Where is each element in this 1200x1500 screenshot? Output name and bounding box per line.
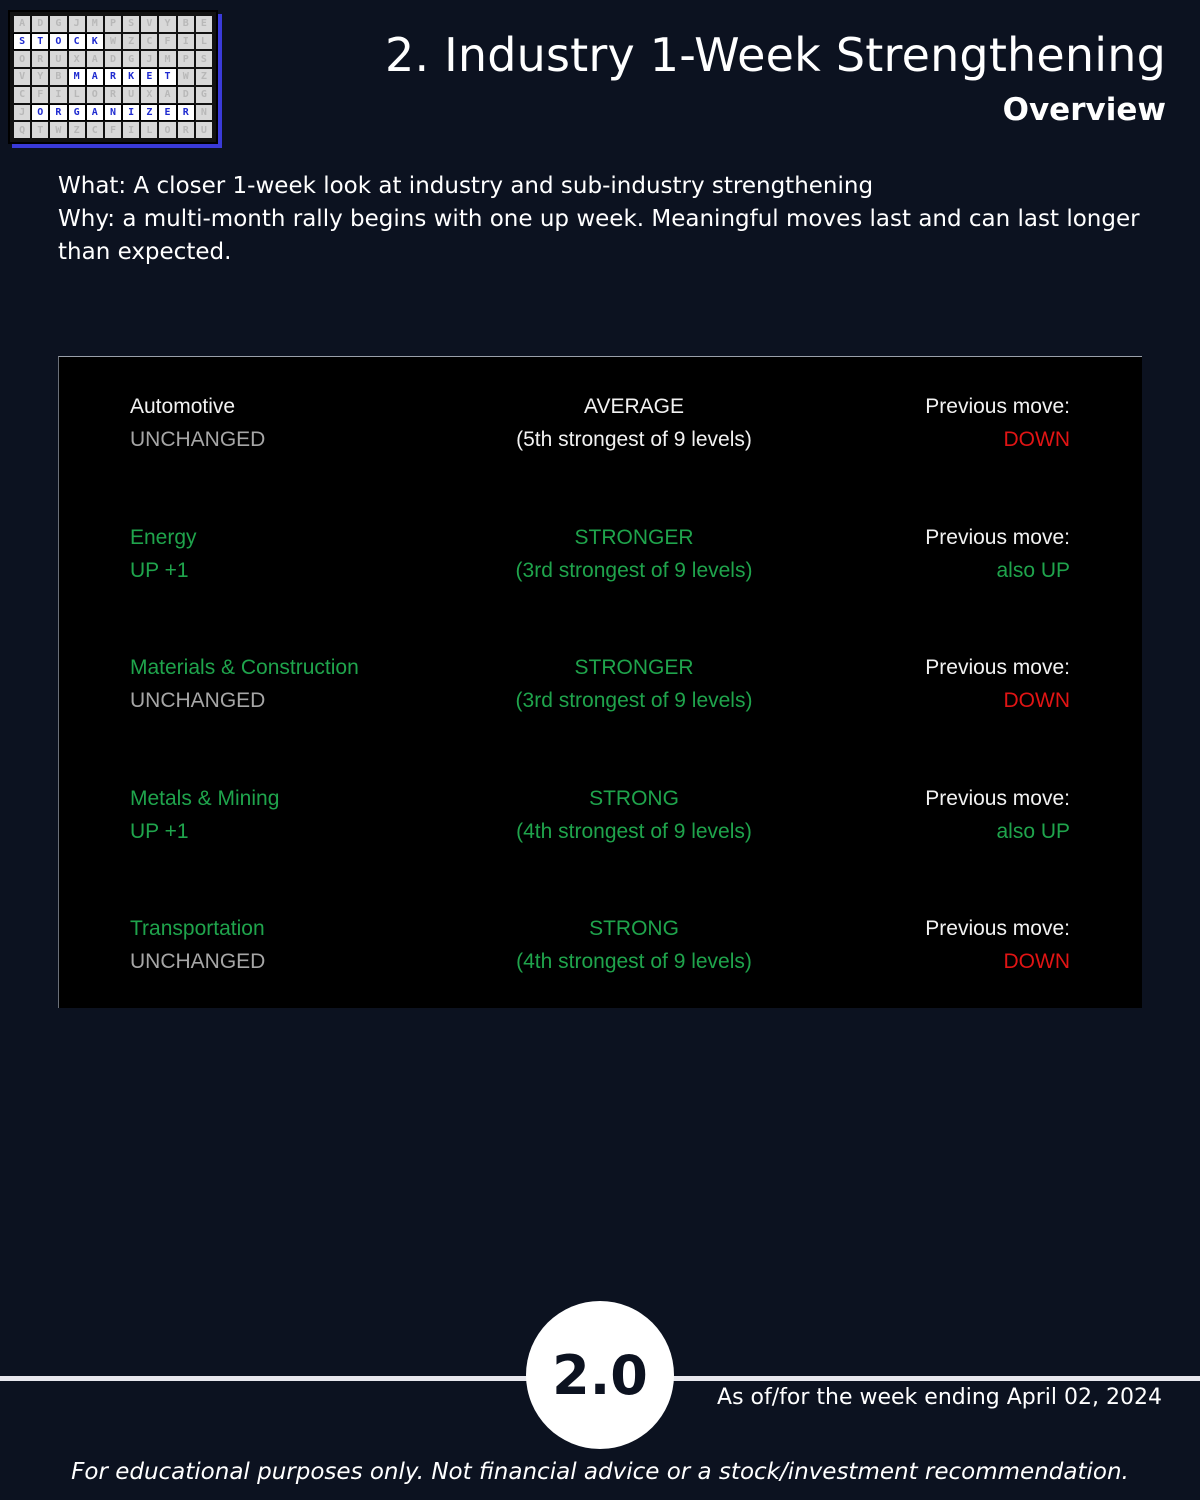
logo-letter-cell: R xyxy=(50,105,66,121)
logo-letter-cell: U xyxy=(196,122,212,138)
industry-row xyxy=(59,390,1142,460)
strength-level: AVERAGE xyxy=(584,395,684,418)
what-text: What: A closer 1-week look at industry and sub-industry strengthening xyxy=(58,173,874,199)
previous-move-value: DOWN xyxy=(1003,950,1070,973)
logo-letter-cell: J xyxy=(14,105,30,121)
footer-divider-right xyxy=(660,1376,1200,1381)
logo-letter-cell: E xyxy=(159,105,175,121)
previous-move-value: DOWN xyxy=(1003,428,1070,451)
why-text: Why: a multi-month rally begins with one up week. Meaningful moves last and can last longer than expected. xyxy=(58,206,1140,265)
logo-letter-cell: Z xyxy=(196,69,212,85)
logo-letter-cell: A xyxy=(87,105,103,121)
industry-change: UNCHANGED xyxy=(130,689,266,712)
logo-letter-cell: W xyxy=(178,69,194,85)
logo-letter-cell: F xyxy=(105,122,121,138)
logo-letter-cell: Z xyxy=(69,122,85,138)
logo-letter-cell: Y xyxy=(159,16,175,32)
intro-text xyxy=(58,170,1148,269)
section-number-badge: 2.0 xyxy=(526,1301,674,1449)
logo-letter-cell: L xyxy=(69,87,85,103)
strength-level: STRONGER xyxy=(574,526,694,549)
logo-letter-cell: K xyxy=(87,34,103,50)
logo-letter-cell: S xyxy=(123,16,139,32)
logo-letter-cell: C xyxy=(69,34,85,50)
logo-letter-cell: K xyxy=(123,69,139,85)
logo-letter-cell: G xyxy=(123,51,139,67)
disclaimer: For educational purposes only. Not financial advice or a stock/investment recommendation. xyxy=(71,1459,1129,1485)
logo-letter-cell: R xyxy=(32,51,48,67)
logo-letter-cell: I xyxy=(178,34,194,50)
logo-letter-cell: D xyxy=(32,16,48,32)
logo-letter-cell: I xyxy=(123,122,139,138)
logo-letter-cell: R xyxy=(178,105,194,121)
stock-market-organizer-logo xyxy=(8,10,218,144)
logo-letter-cell: U xyxy=(50,51,66,67)
industry-row xyxy=(59,651,1142,721)
logo-letter-cell: V xyxy=(14,69,30,85)
logo-letter-cell: R xyxy=(105,69,121,85)
industry-change: UNCHANGED xyxy=(130,428,266,451)
as-of-date: As of/for the week ending April 02, 2024 xyxy=(717,1385,1162,1410)
logo-letter-cell: P xyxy=(178,51,194,67)
logo-letter-cell: F xyxy=(32,87,48,103)
logo-letter-cell: O xyxy=(50,34,66,50)
logo-letter-cell: U xyxy=(123,87,139,103)
industry-row xyxy=(59,912,1142,982)
industry-name: Automotive xyxy=(130,395,236,418)
logo-letter-cell: X xyxy=(141,87,157,103)
logo-letter-cell: M xyxy=(87,16,103,32)
logo-letter-cell: M xyxy=(69,69,85,85)
logo-letter-cell: O xyxy=(14,51,30,67)
previous-move-label: Previous move: xyxy=(925,917,1070,940)
logo-letter-grid xyxy=(14,16,212,138)
logo-letter-cell: O xyxy=(87,87,103,103)
logo-letter-cell: E xyxy=(141,69,157,85)
logo-letter-cell: M xyxy=(159,51,175,67)
logo-letter-cell: V xyxy=(141,16,157,32)
logo-letter-cell: W xyxy=(50,122,66,138)
logo-letter-cell: C xyxy=(141,34,157,50)
logo-letter-cell: A xyxy=(14,16,30,32)
logo-letter-cell: O xyxy=(32,105,48,121)
industry-name: Transportation xyxy=(130,917,265,940)
logo-letter-cell: N xyxy=(196,105,212,121)
logo-letter-cell: N xyxy=(105,105,121,121)
strength-rank: (3rd strongest of 9 levels) xyxy=(515,689,753,712)
logo-letter-cell: S xyxy=(196,51,212,67)
industry-name: Metals & Mining xyxy=(130,787,280,810)
logo-letter-cell: A xyxy=(87,69,103,85)
logo-letter-cell: L xyxy=(141,122,157,138)
logo-letter-cell: L xyxy=(196,34,212,50)
previous-move-value: also UP xyxy=(996,820,1070,843)
industry-change: UP +1 xyxy=(130,820,189,843)
strength-rank: (4th strongest of 9 levels) xyxy=(516,950,752,973)
logo-letter-cell: J xyxy=(141,51,157,67)
logo-letter-cell: A xyxy=(159,87,175,103)
logo-letter-cell: Z xyxy=(123,34,139,50)
logo-letter-cell: Q xyxy=(14,122,30,138)
logo-letter-cell: D xyxy=(105,51,121,67)
page-title: 2. Industry 1-Week Strengthening xyxy=(385,28,1166,82)
logo-letter-cell: B xyxy=(178,16,194,32)
logo-letter-cell: R xyxy=(105,87,121,103)
industry-name: Energy xyxy=(130,526,197,549)
industry-change: UP +1 xyxy=(130,559,189,582)
strength-rank: (5th strongest of 9 levels) xyxy=(516,428,752,451)
industry-name: Materials & Construction xyxy=(130,656,359,679)
logo-letter-cell: X xyxy=(69,51,85,67)
previous-move-value: also UP xyxy=(996,559,1070,582)
logo-letter-cell: Z xyxy=(141,105,157,121)
logo-letter-cell: P xyxy=(105,16,121,32)
logo-letter-cell: I xyxy=(50,87,66,103)
strength-level: STRONG xyxy=(589,787,679,810)
logo-letter-cell: D xyxy=(178,87,194,103)
industry-change: UNCHANGED xyxy=(130,950,266,973)
logo-letter-cell: C xyxy=(14,87,30,103)
strength-level: STRONGER xyxy=(574,656,694,679)
industry-strength-panel xyxy=(58,356,1142,1008)
logo-letter-cell: O xyxy=(159,122,175,138)
logo-letter-cell: J xyxy=(69,16,85,32)
logo-letter-cell: T xyxy=(159,69,175,85)
logo-letter-cell: R xyxy=(178,122,194,138)
logo-letter-cell: C xyxy=(87,122,103,138)
logo-letter-cell: W xyxy=(105,34,121,50)
strength-rank: (4th strongest of 9 levels) xyxy=(516,820,752,843)
logo-letter-cell: Y xyxy=(32,69,48,85)
industry-row xyxy=(59,521,1142,591)
logo-letter-cell: T xyxy=(32,34,48,50)
previous-move-label: Previous move: xyxy=(925,656,1070,679)
logo-letter-cell: T xyxy=(32,122,48,138)
logo-letter-cell: G xyxy=(196,87,212,103)
logo-letter-cell: A xyxy=(87,51,103,67)
previous-move-label: Previous move: xyxy=(925,526,1070,549)
logo-letter-cell: B xyxy=(50,69,66,85)
logo-letter-cell: I xyxy=(123,105,139,121)
logo-letter-cell: F xyxy=(159,34,175,50)
logo-letter-cell: S xyxy=(14,34,30,50)
previous-move-label: Previous move: xyxy=(925,395,1070,418)
previous-move-value: DOWN xyxy=(1003,689,1070,712)
footer-divider-left xyxy=(0,1376,540,1381)
page-subtitle: Overview xyxy=(1002,92,1166,128)
industry-row xyxy=(59,782,1142,852)
previous-move-label: Previous move: xyxy=(925,787,1070,810)
strength-rank: (3rd strongest of 9 levels) xyxy=(515,559,753,582)
logo-letter-cell: G xyxy=(50,16,66,32)
logo-letter-cell: G xyxy=(69,105,85,121)
strength-level: STRONG xyxy=(589,917,679,940)
logo-letter-cell: E xyxy=(196,16,212,32)
